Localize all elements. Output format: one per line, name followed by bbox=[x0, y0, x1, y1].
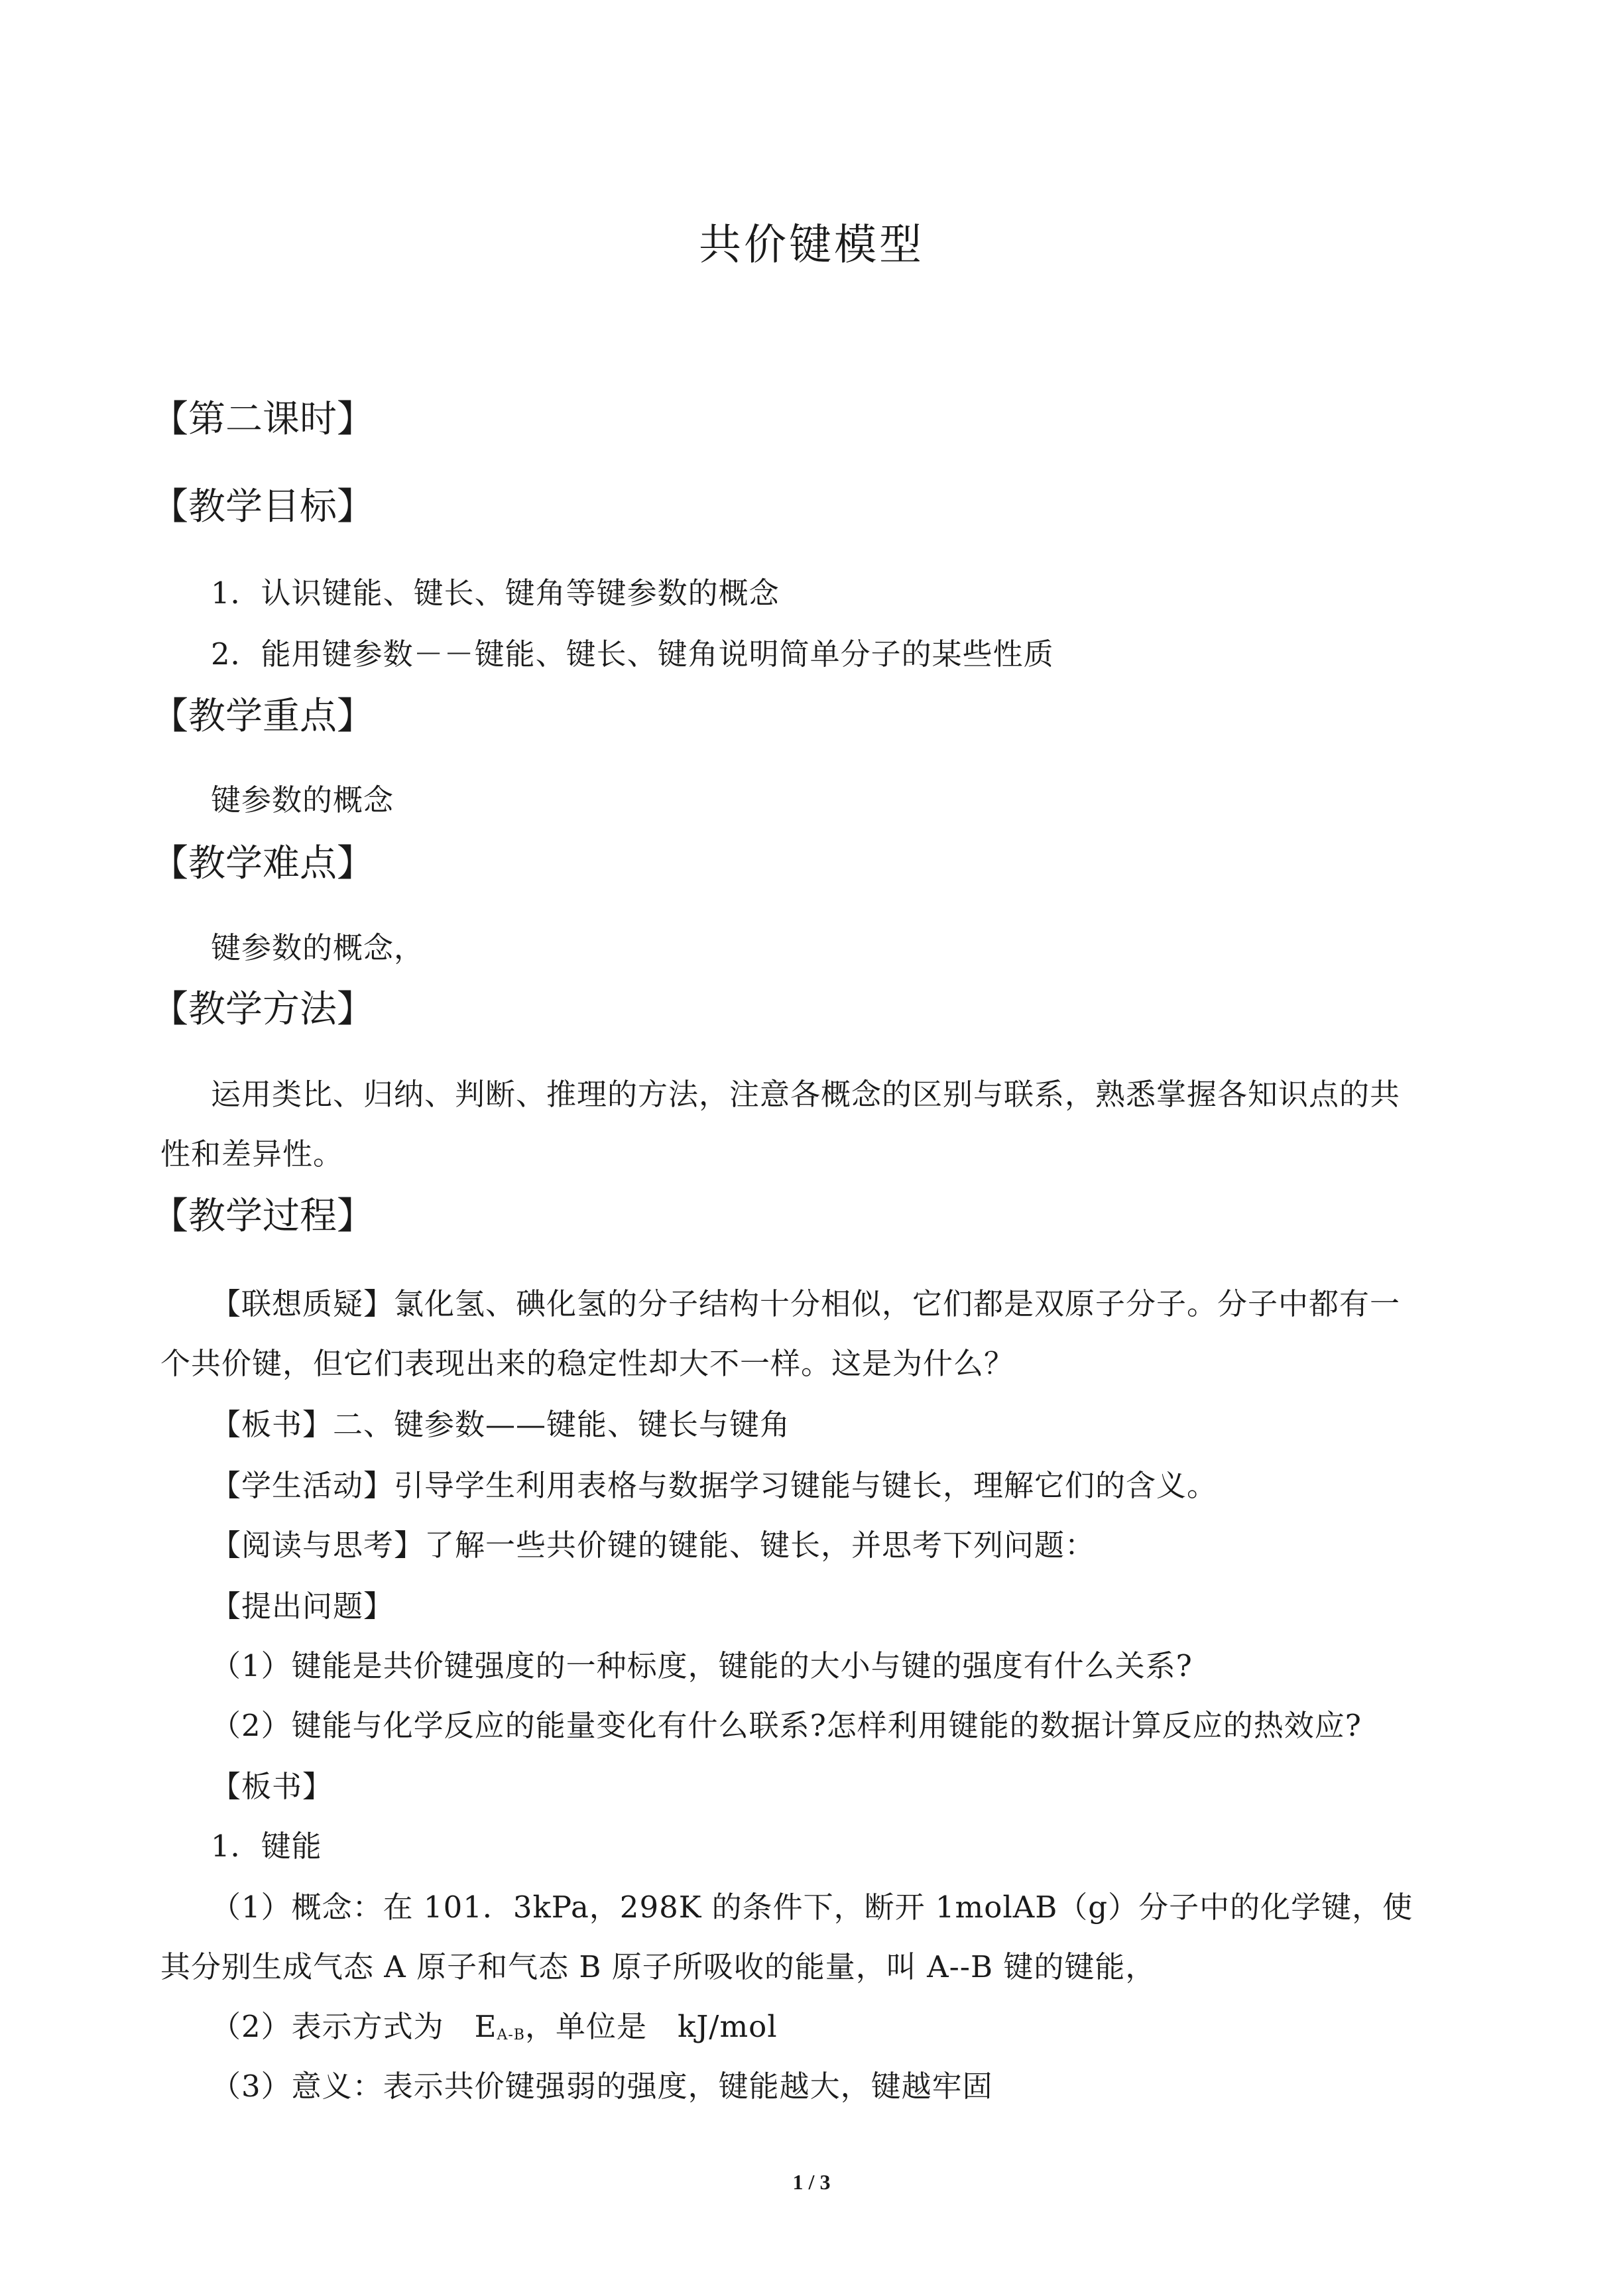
page-number: 1 / 3 bbox=[792, 2170, 831, 2194]
section-key-points: 【教学重点】 bbox=[151, 695, 374, 738]
process-board-2: 【板书】 bbox=[211, 1769, 333, 1804]
representation-suffix: ，单位是 kJ/mol bbox=[524, 2009, 778, 2044]
meaning-line: （3）意义：表示共价键强弱的强度，键能越大，键越牢固 bbox=[211, 2069, 993, 2104]
process-question-1: （1）键能是共价键强度的一种标度，键能的大小与键的强度有什么关系? bbox=[211, 1648, 1193, 1683]
section-goals: 【教学目标】 bbox=[151, 485, 374, 528]
section-methods: 【教学方法】 bbox=[151, 988, 374, 1031]
process-questions-heading: 【提出问题】 bbox=[211, 1589, 394, 1624]
process-question-2: （2）键能与化学反应的能量变化有什么联系?怎样利用键能的数据计算反应的热效应? bbox=[211, 1708, 1362, 1743]
goal-item-2: 2．能用键参数－－键能、键长、键角说明简单分子的某些性质 bbox=[211, 636, 1054, 672]
representation-subscript: A-B bbox=[497, 2027, 525, 2043]
page-title: 共价键模型 bbox=[699, 221, 924, 270]
concept-line-2: 其分别生成气态 A 原子和气态 B 原子所吸收的能量，叫 A--B 键的键能， bbox=[160, 1949, 1156, 1984]
goal-item-1: 1．认识键能、键长、键角等键参数的概念 bbox=[211, 575, 780, 611]
section-difficulties: 【教学难点】 bbox=[151, 842, 374, 885]
methods-line-1: 运用类比、归纳、判断、推理的方法，注意各概念的区别与联系，熟悉掌握各知识点的共 bbox=[211, 1077, 1401, 1112]
representation-line bbox=[211, 2002, 778, 2045]
process-student-activity: 【学生活动】引导学生利用表格与数据学习键能与键长，理解它们的含义。 bbox=[211, 1468, 1218, 1503]
difficulties-text: 键参数的概念， bbox=[211, 930, 425, 965]
section-lesson: 【第二课时】 bbox=[151, 398, 374, 441]
process-reading: 【阅读与思考】了解一些共价键的键能、键长，并思考下列问题： bbox=[211, 1528, 1096, 1563]
section-process: 【教学过程】 bbox=[151, 1195, 374, 1238]
process-association-line-1: 【联想质疑】氯化氢、碘化氢的分子结构十分相似，它们都是双原子分子。分子中都有一 bbox=[211, 1286, 1401, 1321]
methods-line-2: 性和差异性。 bbox=[160, 1136, 344, 1172]
bond-energy-heading: 1．键能 bbox=[211, 1829, 322, 1864]
concept-line-1: （1）概念：在 101．3kPa，298K 的条件下，断开 1molAB（g）分子中的化学键，使 bbox=[211, 1890, 1413, 1925]
process-board-1: 【板书】二、键参数——键能、键长与键角 bbox=[211, 1407, 791, 1442]
key-points-text: 键参数的概念 bbox=[211, 782, 394, 817]
process-association-line-2: 个共价键，但它们表现出来的稳定性却大不一样。这是为什么？ bbox=[160, 1346, 1015, 1381]
representation-prefix: （2）表示方式为 E bbox=[211, 2009, 497, 2044]
